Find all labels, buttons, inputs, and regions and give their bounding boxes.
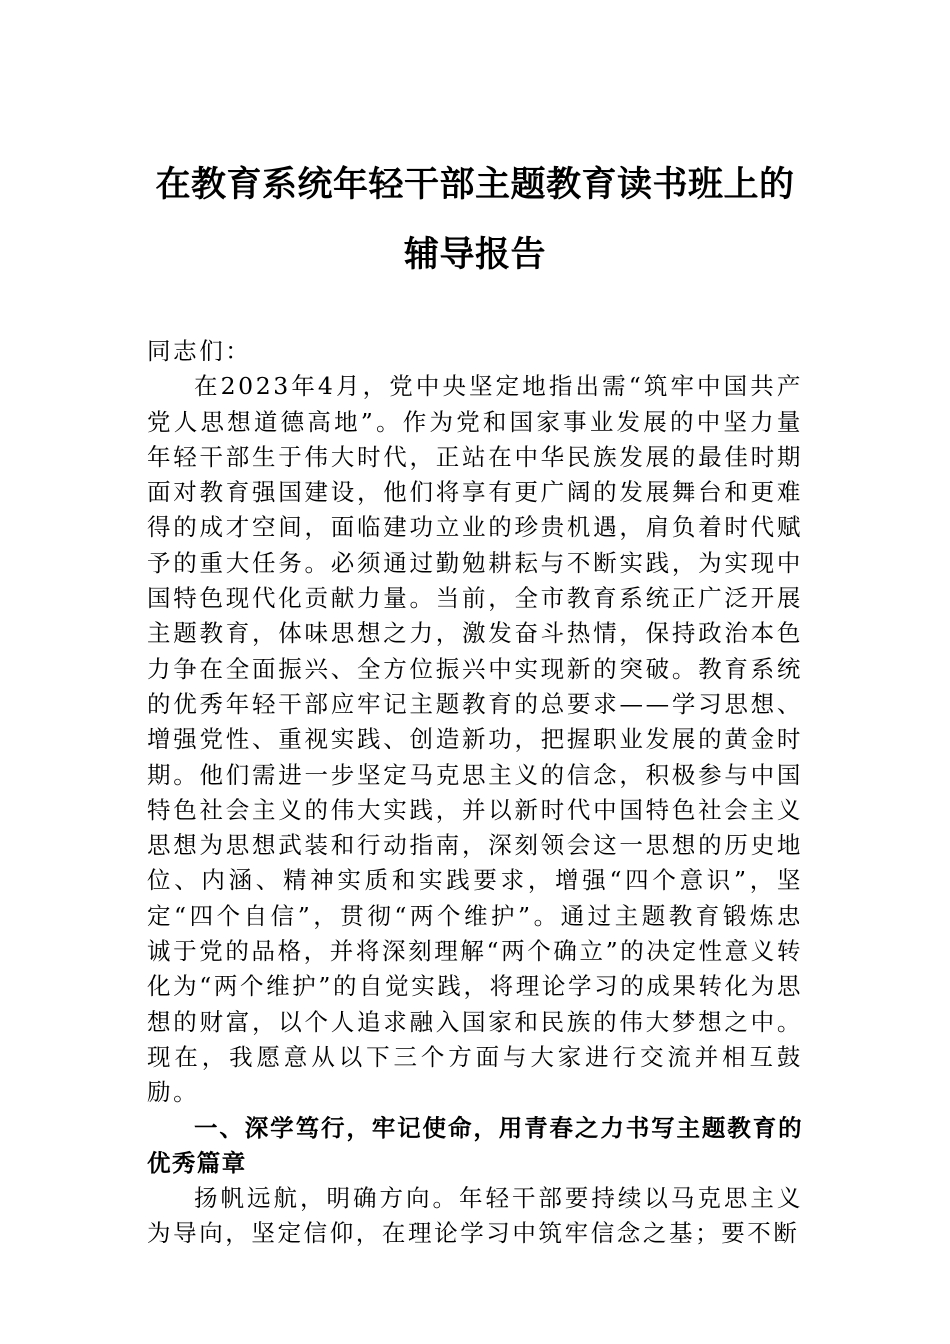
- document-page: [147, 150, 803, 1252]
- salutation: 同志们：: [147, 337, 252, 365]
- document-title: [127, 150, 823, 290]
- title-line-1: 在教育系统年轻干部主题教育读书班上的: [155, 164, 795, 205]
- document-body: [147, 334, 803, 1252]
- section-heading-1: 一、深学笃行，牢记使命，用青春之力书写主题教育的优秀篇章: [147, 1113, 803, 1177]
- paragraph-2: 扬帆远航，明确方向。年轻干部要持续以马克思主义为导向，坚定信仰，在理论学习中筑牢信念之基；要不断: [147, 1184, 803, 1248]
- paragraph-1: 在2023年4月，党中央坚定地指出需“筑牢中国共产党人思想道德高地”。作为党和国家事业发展的中坚力量年轻干部生于伟大时代，正站在中华民族发展的最佳时期面对教育强国建设，他们将享有更广阔的发展舞台和更难得的成才空间，面临建功立业的珍贵机遇，肩负着时代赋予的重大任务。必须通过勤勉耕耘与不断实践，为实现中国特色现代化贡献力量。当前，全市教育系统正广泛开展主题教育，体味思想之力，激发奋斗热情，保持政治本色力争在全面振兴、全方位振兴中实现新的突破。教育系统的优秀年轻干部应牢记主题教育的总要求——学习思想、增强党性、重视实践、创造新功，把握职业发展的黄金时期。他们需进一步坚定马克思主义的信念，积极参与中国特色社会主义的伟大实践，并以新时代中国特色社会主义思想为思想武装和行动指南，深刻领会这一思想的历史地位、内涵、精神实质和实践要求，增强“四个意识”，坚定“四个自信”，贯彻“两个维护”。通过主题教育锻炼忠诚于党的品格，并将深刻理解“两个确立”的决定性意义转化为“两个维护”的自觉实践，将理论学习的成果转化为思想的财富，以个人追求融入国家和民族的伟大梦想之中。现在，我愿意从以下三个方面与大家进行交流并相互鼓励。: [147, 372, 803, 1107]
- title-line-2: 辅导报告: [403, 234, 546, 275]
